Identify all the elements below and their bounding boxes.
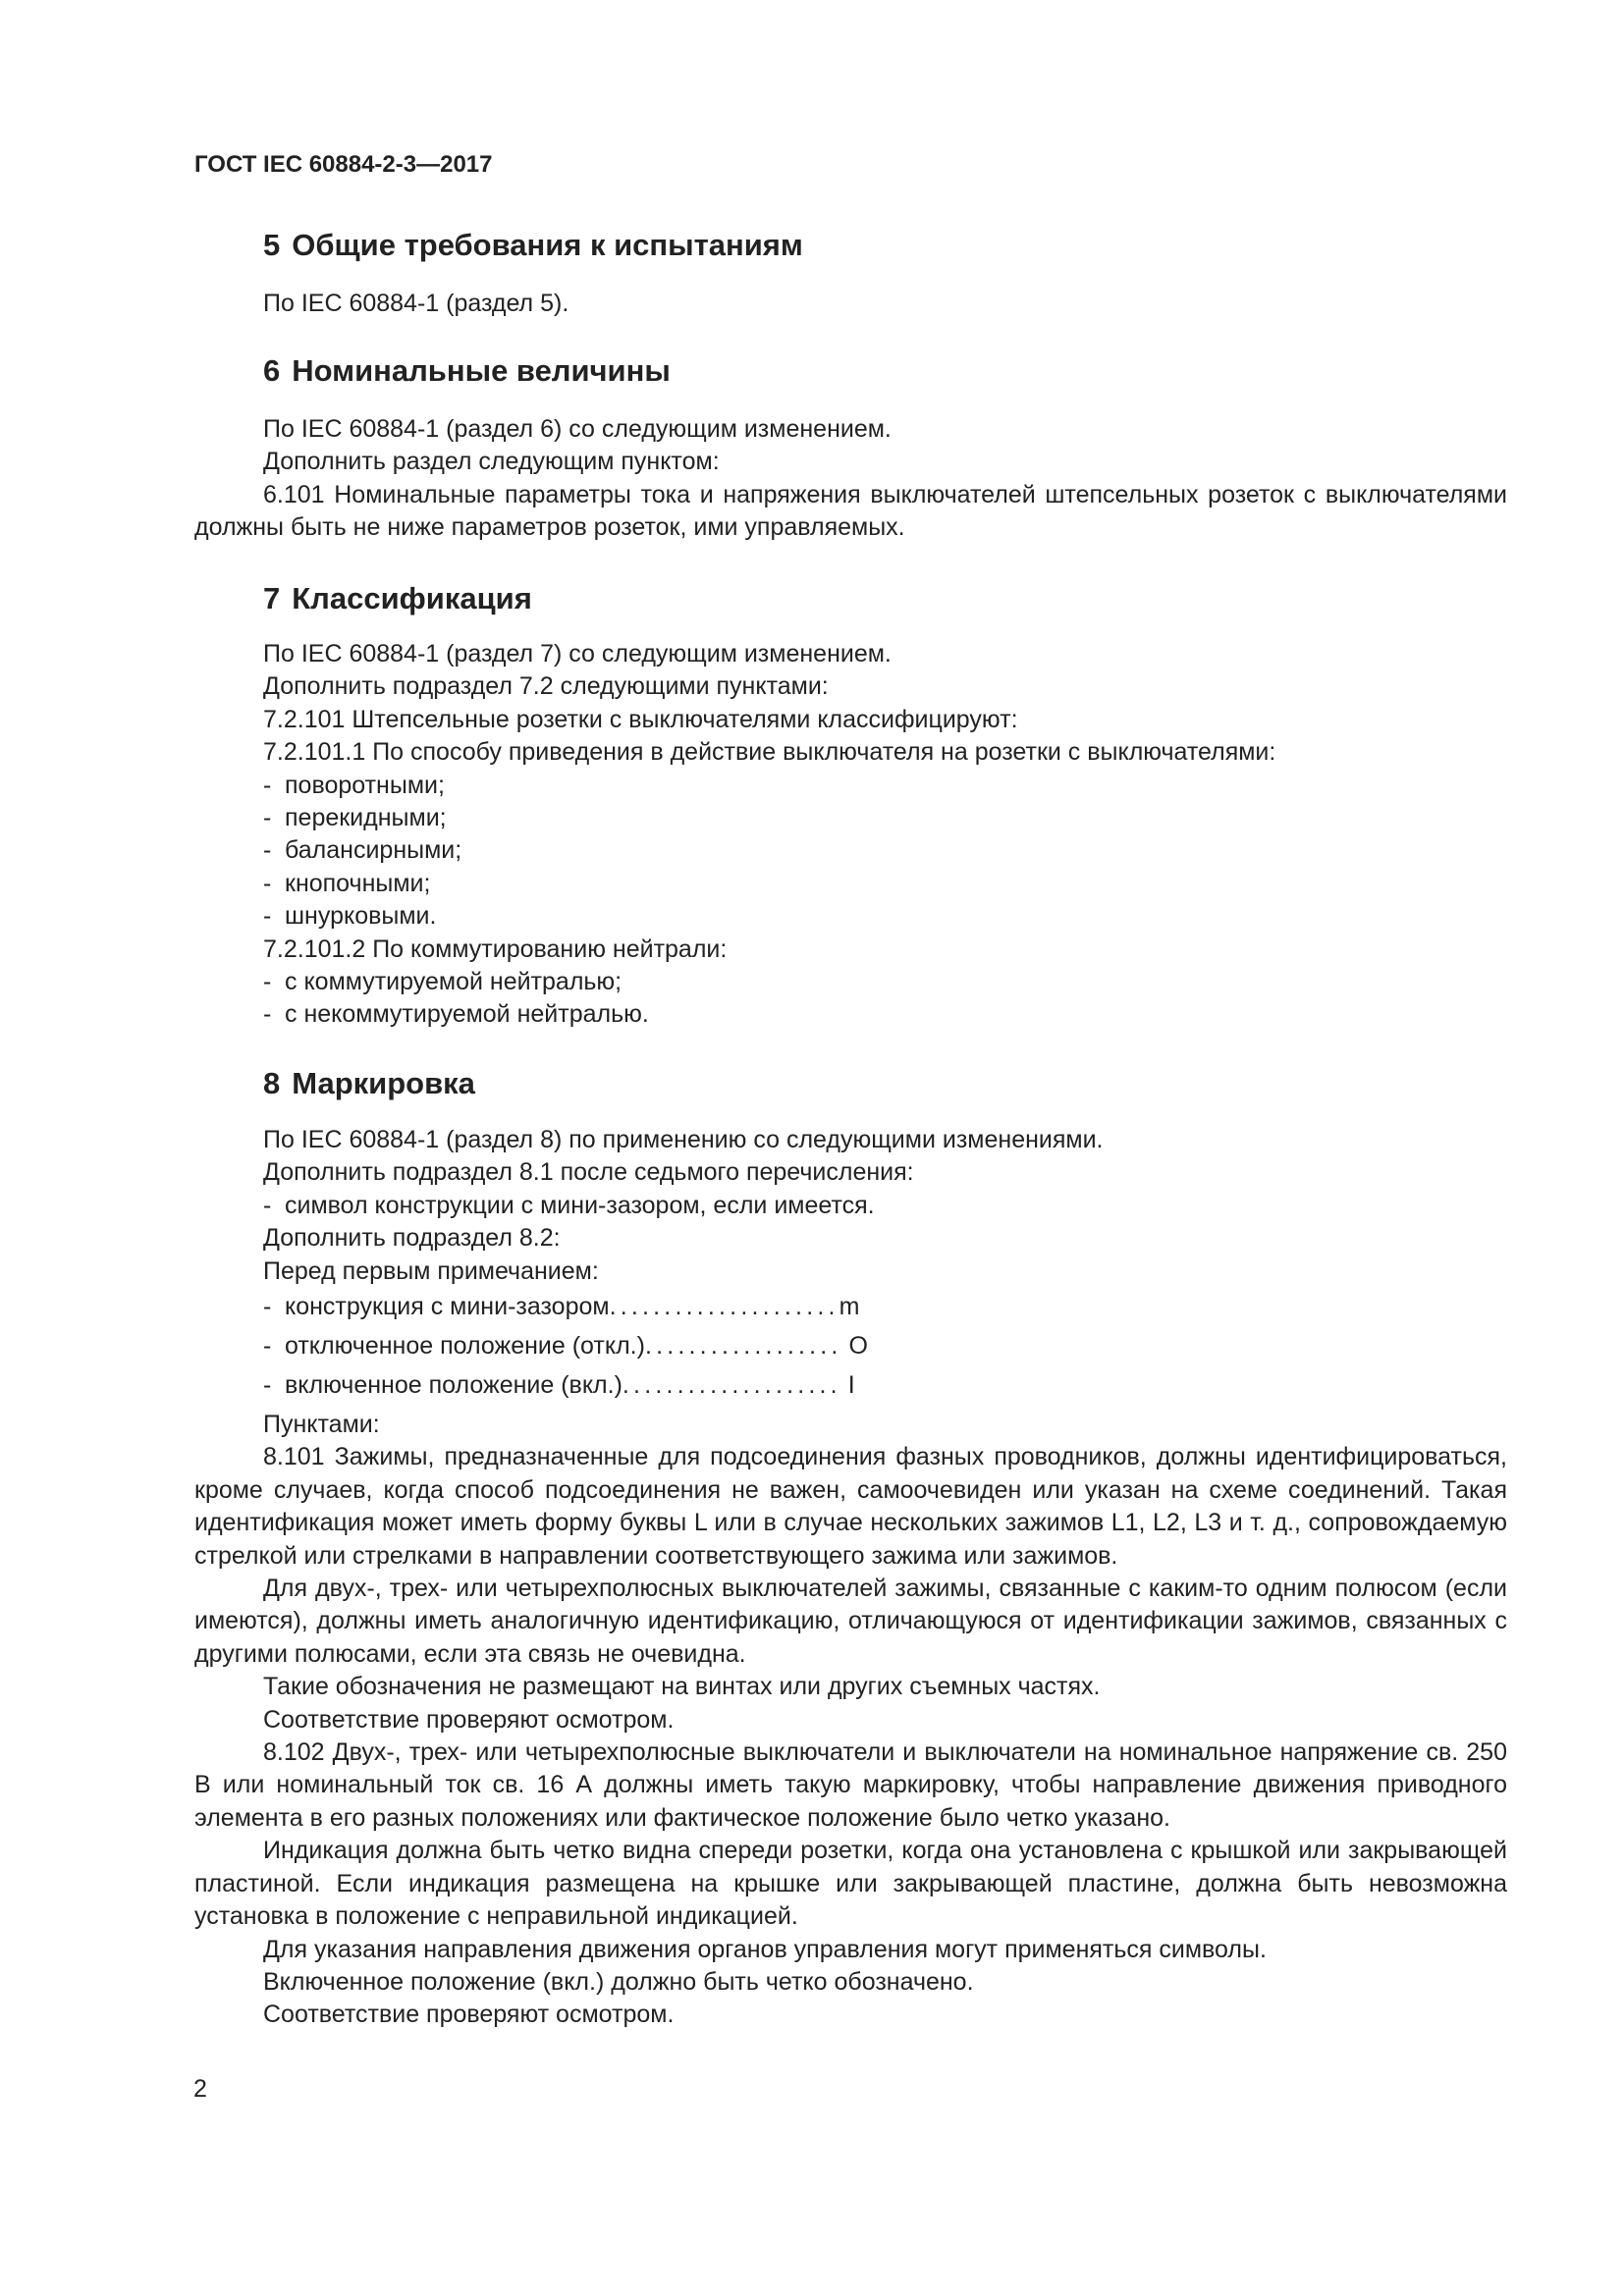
section-6-heading <box>263 351 671 391</box>
paragraph: Дополнить подраздел 8.1 после седьмого перечисления: <box>263 1158 914 1187</box>
list-item: - поворотными; <box>194 770 1507 802</box>
list-item: - шнурковыми. <box>194 900 1507 933</box>
section-number: 8 <box>263 1066 281 1100</box>
list-dash: - <box>263 771 272 799</box>
dot-leader: .................. <box>644 1332 842 1360</box>
paragraph: По IEC 60884-1 (раздел 6) со следующим изменением. <box>263 415 892 443</box>
clause-7-2-101: 7.2.101 Штепсельные розетки с выключателями классифицируют: <box>263 705 1018 733</box>
paragraph: Для двух-, трех- или четырехполюсных выключателей зажимы, связанные с каким-то одним полюсом (если имеются), должны иметь аналогичную идентификацию, отличающуюся от идентификации зажимов, связанных с другими полюсами, если эта связь не очевидна. <box>194 1575 1507 1668</box>
paragraph: Перед первым примечанием: <box>263 1256 599 1285</box>
paragraph: Такие обозначения не размещают на винтах или других съемных частях. <box>263 1673 1101 1701</box>
list-item: - с коммутируемой нейтралью; <box>194 966 1507 998</box>
section-7-body <box>194 638 1507 1032</box>
symbol-value: O <box>848 1332 868 1360</box>
list-item: - кнопочными; <box>194 868 1507 900</box>
list-dash: - <box>263 1191 272 1219</box>
symbol-label: конструкция с мини-зазором <box>285 1293 610 1320</box>
paragraph: Дополнить раздел следующим пунктом: <box>263 448 720 476</box>
section-number: 7 <box>263 581 281 615</box>
symbol-row-mini-gap <box>263 1291 859 1323</box>
list-dash: - <box>263 1332 272 1360</box>
paragraph: Соответствие проверяют осмотром. <box>263 2001 675 2029</box>
paragraph: По IEC 60884-1 (раздел 5). <box>263 290 569 317</box>
clause-6-101: 6.101 Номинальные параметры тока и напряжения выключателей штепсельных розеток с выключателями должны быть не ниже параметров розеток, ими управляемых. <box>194 480 1507 542</box>
section-8-clauses <box>194 1409 1507 2032</box>
list-dash: - <box>263 1293 272 1320</box>
document-header-id: ГОСТ IEC 60884-2-3—2017 <box>194 151 493 178</box>
symbol-row-off-position <box>263 1330 868 1362</box>
list-dash: - <box>263 968 272 996</box>
clause-8-101: 8.101 Зажимы, предназначенные для подсоединения фазных проводников, должны идентифицироваться, кроме случаев, когда способ подсоединения не важен, самоочевиден или указан на схеме соединений. Такая идентификация может иметь форму буквы L или в случае нескольких зажимов L1, L2, L3 и т. д., сопровождаемую стрелкой или стрелками в направлении соответствующего зажима или зажимов. <box>194 1443 1507 1570</box>
section-7-heading <box>263 579 532 618</box>
section-title: Общие требования к испытаниям <box>292 228 803 262</box>
section-title: Классификация <box>292 581 532 615</box>
section-5-body <box>194 288 1507 320</box>
list-item: - перекидными; <box>194 802 1507 834</box>
dot-leader: ..................... <box>609 1293 839 1320</box>
clause-7-2-101-1: 7.2.101.1 По способу приведения в действие выключателя на розетки с выключателями: <box>263 738 1276 767</box>
section-number: 6 <box>263 353 281 388</box>
paragraph: По IEC 60884-1 (раздел 8) по применению со следующими изменениями. <box>263 1126 1104 1153</box>
clause-8-102: 8.102 Двух-, трех- или четырехполюсные выключатели и выключатели на номинальное напряжение св. 250 В или номинальный ток св. 16 А должны иметь такую маркировку, чтобы направление движения приводного элемента в его разных положениях или фактическое положение было четко указано. <box>194 1738 1507 1832</box>
list-item: - символ конструкции с мини-зазором, если имеется. <box>194 1190 1507 1222</box>
paragraph: Индикация должна быть четко видна спереди розетки, когда она установлена с крышкой или закрывающей пластиной. Если индикация размещена на крышке или закрывающей пластине, должна быть невозможна установка в положение с неправильной индикацией. <box>194 1837 1507 1931</box>
list-item: - с некоммутируемой нейтралью. <box>194 998 1507 1031</box>
page-number: 2 <box>193 2075 207 2103</box>
section-5-heading <box>263 226 803 265</box>
symbol-label: включенное положение (вкл.) <box>285 1371 623 1399</box>
section-8-intro <box>194 1124 1507 1288</box>
section-title: Номинальные величины <box>292 353 671 388</box>
list-item: - балансирными; <box>194 834 1507 867</box>
symbol-value: m <box>839 1293 860 1320</box>
paragraph: Включенное положение (вкл.) должно быть четко обозначено. <box>263 1967 974 1996</box>
clause-7-2-101-2: 7.2.101.2 По коммутированию нейтрали: <box>263 934 728 963</box>
symbol-label: отключенное положение (откл.) <box>285 1332 645 1360</box>
symbol-row-on-position <box>263 1369 855 1402</box>
list-dash: - <box>263 804 272 832</box>
symbol-value: I <box>847 1371 855 1399</box>
list-dash: - <box>263 869 272 897</box>
paragraph: По IEC 60884-1 (раздел 7) со следующим изменением. <box>263 640 892 667</box>
paragraph: Для указания направления движения органов управления могут применяться символы. <box>263 1935 1267 1963</box>
paragraph: Дополнить подраздел 8.2: <box>263 1224 561 1253</box>
paragraph: Пунктами: <box>263 1411 380 1438</box>
list-dash: - <box>263 902 272 931</box>
section-number: 5 <box>263 228 281 262</box>
dot-leader: .................... <box>622 1371 841 1399</box>
section-6-body <box>194 413 1507 545</box>
paragraph: Соответствие проверяют осмотром. <box>263 1705 675 1734</box>
list-dash: - <box>263 836 272 865</box>
list-dash: - <box>263 1000 272 1029</box>
section-8-heading <box>263 1064 475 1103</box>
list-dash: - <box>263 1371 272 1399</box>
paragraph: Дополнить подраздел 7.2 следующими пунктами: <box>263 672 829 701</box>
section-title: Маркировка <box>292 1066 475 1100</box>
